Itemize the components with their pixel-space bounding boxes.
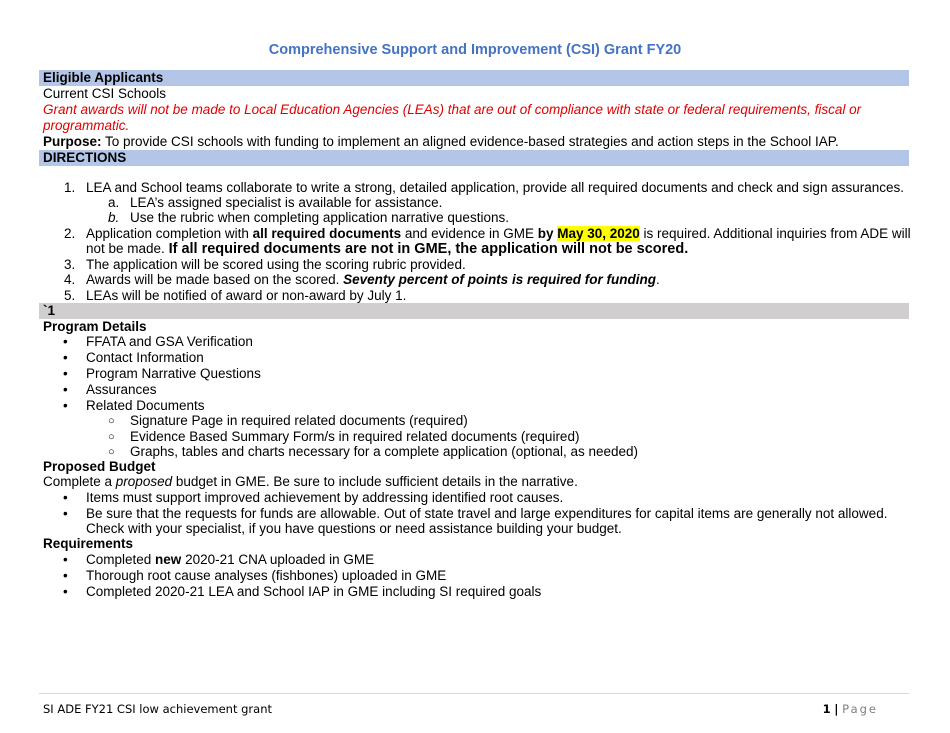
budget-bullet-2-line2: Check with your specialist, if you have questions or need assistance building your budget. [86, 521, 622, 536]
budget-intro-emphasis: proposed [115, 474, 173, 489]
direction-1b-text: Use the rubric when completing application narrative questions. [130, 210, 509, 225]
direction-3-text: The application will be scored using the scoring rubric provided. [86, 257, 466, 272]
purpose-statement [43, 134, 839, 150]
section-band: `1 [39, 303, 909, 319]
direction-2-part5: is required. Additional inquiries from ADE will [639, 226, 911, 241]
budget-intro-part2: budget in GME. Be sure to include sufficient details in the narrative. [172, 474, 578, 489]
requirement-2: Thorough root cause analyses (fishbones) uploaded in GME [86, 568, 447, 583]
direction-1a-marker: a. [108, 195, 120, 210]
bullet-icon: • [63, 366, 68, 381]
footer-page-indicator [823, 702, 878, 716]
related-doc-evidence: Evidence Based Summary Form/s in required related documents (required) [130, 429, 580, 444]
compliance-warning-line2: programmatic. [43, 118, 130, 133]
direction-2-line2a: not be made. [86, 241, 169, 256]
budget-bullet-1: Items must support improved achievement by addressing identified root causes. [86, 490, 564, 505]
program-details-heading: Program Details [43, 319, 147, 334]
direction-2-line1 [86, 226, 911, 242]
proposed-budget-heading: Proposed Budget [43, 459, 156, 474]
direction-1-text: LEA and School teams collaborate to write a strong, detailed application, provide all required documents and check and sign assurances. [86, 180, 904, 195]
document-title: Comprehensive Support and Improvement (CSI) Grant FY20 [268, 42, 682, 58]
direction-2-number: 2. [64, 226, 76, 241]
requirements-heading: Requirements [43, 536, 134, 551]
direction-4-emphasis: Seventy percent of points is required for funding [343, 272, 656, 287]
bullet-icon: • [63, 568, 68, 583]
requirement-1-part3: 2020-21 CNA uploaded in GME [181, 552, 375, 567]
bullet-icon: • [63, 506, 68, 521]
bullet-icon: • [63, 334, 68, 349]
direction-1b-marker: b. [108, 210, 120, 225]
direction-1-number: 1. [64, 180, 76, 195]
direction-4-text: Awards will be made based on the scored. [86, 272, 344, 287]
deadline-date: May 30, 2020 [557, 226, 640, 241]
program-item-contact: Contact Information [86, 350, 204, 365]
budget-bullet-2-line1: Be sure that the requests for funds are allowable. Out of state travel and large expenditures for capital items are generally not allowed. [86, 506, 888, 521]
direction-1a-text: LEA’s assigned specialist is available for assistance. [130, 195, 443, 210]
direction-4-number: 4. [64, 272, 76, 287]
direction-2-part1: Application completion with [86, 226, 253, 241]
direction-3-number: 3. [64, 257, 76, 272]
requirement-1-part1: Completed [86, 552, 156, 567]
circle-bullet-icon: ○ [108, 446, 115, 458]
bullet-icon: • [63, 382, 68, 397]
page-label: Page [842, 702, 878, 716]
direction-2-line2 [86, 241, 688, 257]
direction-2-scoring-warning: If all required documents are not in GME, the application will not be scored. [168, 241, 689, 257]
requirement-1 [86, 552, 374, 568]
direction-5-number: 5. [64, 288, 76, 303]
direction-2-required-docs: all required documents [252, 226, 402, 241]
purpose-text: To provide CSI schools with funding to implement an aligned evidence-based strategies and action steps in the School IAP. [101, 134, 839, 149]
program-item-ffata: FFATA and GSA Verification [86, 334, 253, 349]
page-number: 1 [822, 702, 831, 716]
requirement-1-new: new [155, 552, 182, 567]
circle-bullet-icon: ○ [108, 431, 115, 443]
bullet-icon: • [63, 552, 68, 567]
related-doc-signature: Signature Page in required related documents (required) [130, 413, 468, 428]
circle-bullet-icon: ○ [108, 415, 115, 427]
eligible-applicants-heading: Eligible Applicants [39, 70, 909, 86]
purpose-label: Purpose: [43, 134, 102, 149]
direction-4-line [86, 272, 660, 288]
related-doc-graphs: Graphs, tables and charts necessary for a complete application (optional, as needed) [130, 444, 639, 459]
bullet-icon: • [63, 490, 68, 505]
page-separator: | [834, 702, 839, 716]
direction-2-part3: and evidence in GME [401, 226, 538, 241]
bullet-icon: • [63, 350, 68, 365]
program-item-related-docs: Related Documents [86, 398, 205, 413]
budget-intro-part1: Complete a [43, 474, 116, 489]
eligible-applicants-text: Current CSI Schools [43, 86, 167, 101]
footer-divider [39, 693, 909, 694]
direction-2-by: by [537, 226, 558, 241]
footer-document-name: SI ADE FY21 CSI low achievement grant [43, 702, 273, 716]
requirement-3: Completed 2020-21 LEA and School IAP in GME including SI required goals [86, 584, 542, 599]
direction-5-text: LEAs will be notified of award or non-award by July 1. [86, 288, 407, 303]
directions-heading: DIRECTIONS [39, 150, 909, 166]
budget-intro [43, 474, 578, 490]
program-item-assurances: Assurances [86, 382, 157, 397]
direction-4-end: . [655, 272, 660, 287]
program-item-narrative: Program Narrative Questions [86, 366, 261, 381]
bullet-icon: • [63, 398, 68, 413]
compliance-warning-line1: Grant awards will not be made to Local Education Agencies (LEAs) that are out of compliance with state or federal requirements, fiscal or [43, 102, 862, 117]
bullet-icon: • [63, 584, 68, 599]
